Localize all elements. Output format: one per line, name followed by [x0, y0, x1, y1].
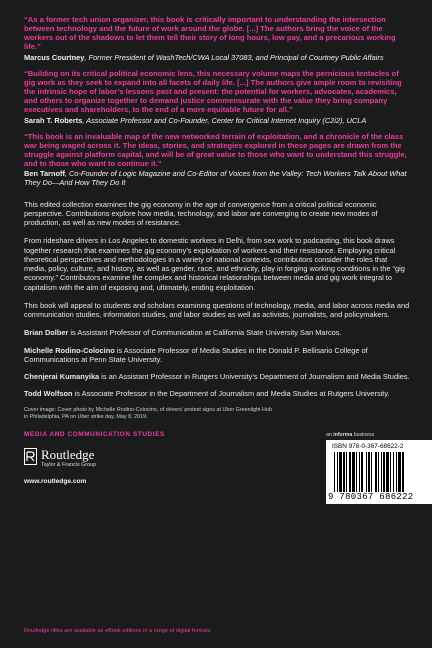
- editor-bio-text: is Assistant Professor of Communication at California State University San Marcos.: [68, 328, 342, 338]
- quote-attribution: [24, 53, 410, 62]
- editor-bio-text: is Associate Professor of Media Studies in the Donald P. Bellisario College of Communications at Penn State University.: [24, 345, 368, 364]
- editor-bio-text: is Associate Professor in the Department of Journalism and Media Studies at Rutgers University.: [72, 389, 390, 399]
- quote-text: “This book is an invaluable map of the new networked terrain of exploitation, and a chronicle of the class war being waged across it. The ideas, stories, and strategies explored in these pages are drawn from the struggle against platform capital, and will be of great value to those who want to understand this struggle, and to those who want to continue it.”: [24, 131, 407, 168]
- description-paragraph: This book will appeal to students and scholars examining questions of technology, media, and labor across media and communication studies, information studies, and labor studies as well as activists, journalists, and policymakers.: [24, 300, 410, 320]
- endorsement-quote: [24, 70, 410, 125]
- publisher-group: Taylor & Francis Group: [41, 461, 97, 468]
- routledge-logo-icon: [24, 448, 37, 465]
- editor-name: Brian Dolber: [24, 328, 69, 338]
- cover-credit: Cover image: Cover photo by Michelle Rodino-Colocino, of drivers’ protest signs at Uber Greenlight Hub in Philadelphia, PA on Uber strike day, May 8, 2019.: [24, 406, 272, 420]
- ebook-note: Routledge titles are available as eBook editions in a range of digital formats: [24, 628, 211, 634]
- isbn-barcode: [326, 440, 432, 504]
- editor-bio: [24, 389, 410, 398]
- subject-category: MEDIA AND COMMUNICATION STUDIES: [24, 430, 165, 438]
- publisher-logo: [24, 448, 96, 468]
- editor-name: Todd Wolfson: [24, 389, 73, 399]
- isbn-digits: 9 780367 686222: [328, 491, 414, 502]
- description-paragraph: From rideshare drivers in Los Angeles to domestic workers in Delhi, from sex work to podcasting, this book draws together research that examines the gig economy’s exploitation of workers and their resistance. Employing critical theoretical perspectives and methodologies in a variety of national contexts, contributors consider the roles that media, policy, culture, and history, as well as gender, race, and ethnicity, play in forging working conditions in the “gig economy.” Contributors examine the complex and historical relationships between media and gig work integral to capitalism with the aim of exposing and, ultimately, ending exploitation.: [24, 236, 405, 292]
- quote-attribution: [24, 116, 410, 125]
- endorser-name: Sarah T. Roberts: [24, 115, 83, 125]
- quote-attribution: [24, 169, 410, 187]
- editor-bio: [24, 328, 410, 337]
- editor-bio: [24, 346, 410, 365]
- publisher-website: www.routledge.com: [24, 477, 87, 485]
- editor-name: Michelle Rodino-Colocino: [24, 345, 115, 355]
- endorser-role: , Former President of WashTech/CWA Local 37083, and Principal of Courtney Public Affairs: [84, 52, 384, 62]
- editor-bio-text: is an Assistant Professor in Rutgers University’s Department of Journalism and Media Studies.: [99, 372, 410, 382]
- publisher-brand: Routledge: [41, 446, 95, 462]
- quote-text: “As a former tech union organizer, this book is critically important to understanding the intersection between technology and the future of work around the globe. [...] The authors bring the voice of the workers out of the shadows to let them tell their story of long hours, low pay, and a precarious working life.”: [24, 15, 396, 51]
- informa-tagline: an informa business: [326, 431, 375, 438]
- endorser-role: , Associate Professor and Co-Founder, Center for Critical Internet Inquiry (C2i2), UCLA: [82, 115, 367, 125]
- endorsement-quote: [24, 133, 410, 188]
- endorser-name: Marcus Courtney: [24, 52, 85, 62]
- isbn-label: ISBN 978-0-367-68622-2: [332, 442, 404, 450]
- endorsement-quote: [24, 16, 410, 62]
- quote-text: “Building on its critical political economic lens, this necessary volume maps the pernicious tentacles of gig work as they seek to expand into all facets of daily life. [...] The authors give ample room to revisiting the intrinsic hope of labor’s lessons past and present: the potential for workers, advocates, academics, and others to organize together to demand justice commensurate with the value they bring company executives and shareholders, to the end of a more equitable future for all.”: [24, 68, 402, 114]
- barcode-area: [326, 432, 432, 504]
- description-paragraph: This edited collection examines the gig economy in the age of convergence from a critical political economic perspective. Contributions explore how media, technology, and labor are converging to create new modes of production, as well as new modes of resistance.: [24, 199, 378, 228]
- endorser-name: Ben Tarnoff: [24, 169, 65, 179]
- editor-name: Chenjerai Kumanyika: [24, 372, 100, 382]
- barcode-icon: [334, 452, 428, 492]
- endorser-role: , Co-Founder of Logic Magazine and Co-Editor of Voices from the Valley: Tech Workers Talk About What They Do—And How They Do It: [24, 169, 407, 188]
- editor-bio: [24, 372, 410, 381]
